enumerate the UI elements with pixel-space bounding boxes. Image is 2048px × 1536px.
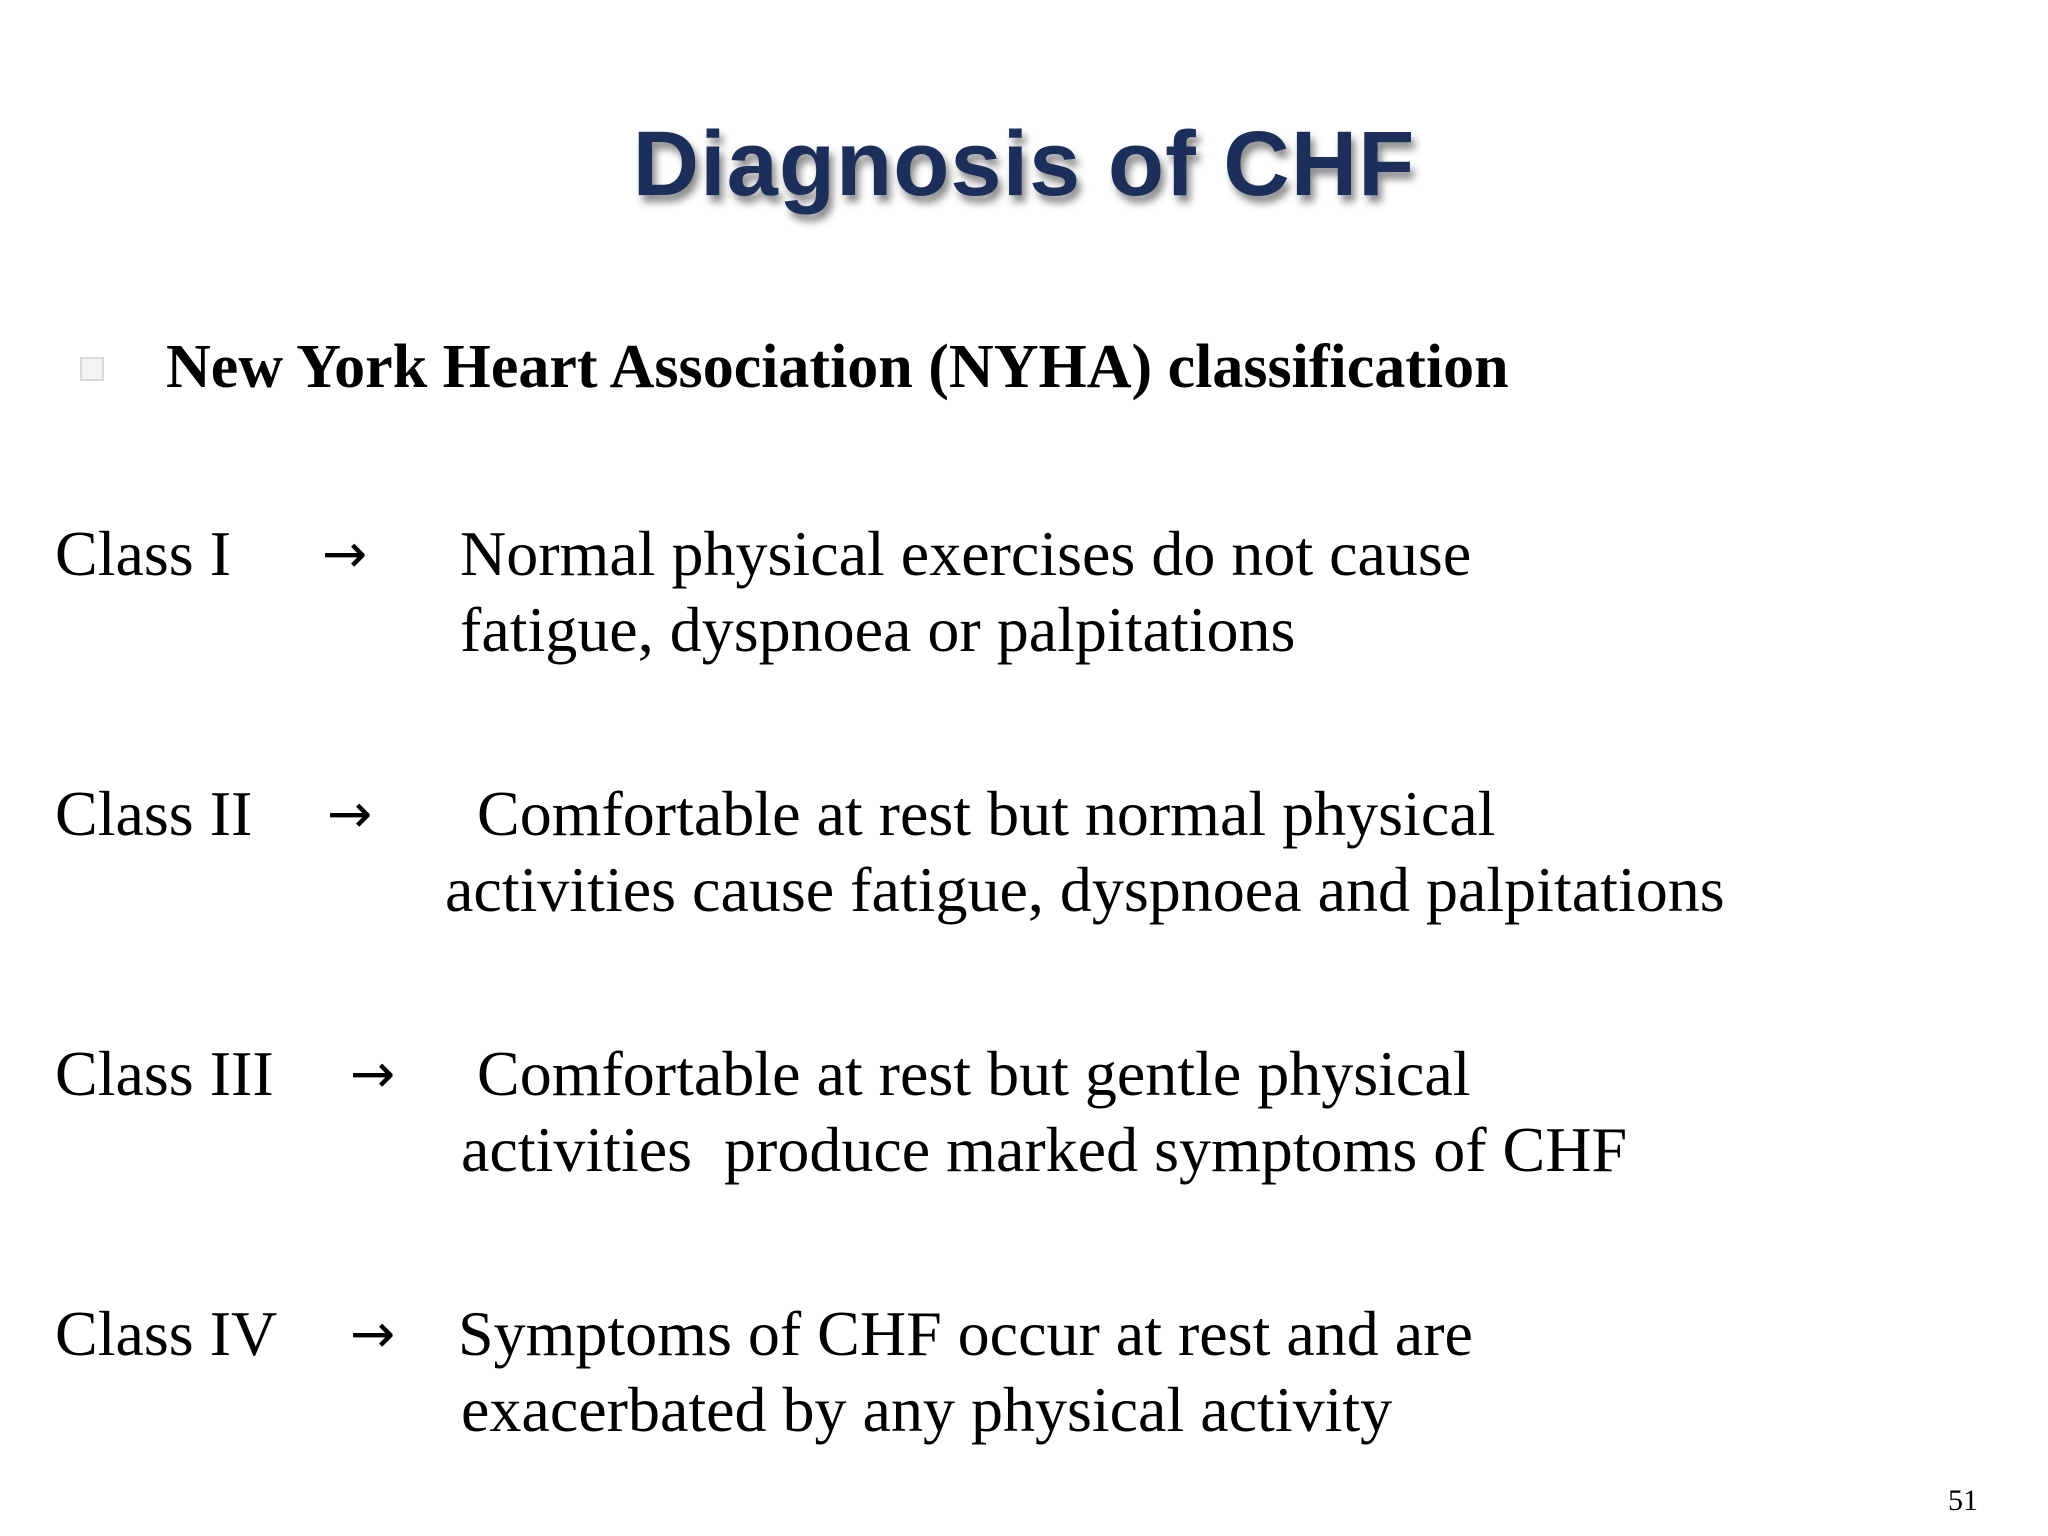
class-description-line-1: Symptoms of CHF occur at rest and are: [458, 1298, 1473, 1369]
subheading-text: New York Heart Association (NYHA) classification: [166, 333, 1509, 401]
class-description-line-1: Normal physical exercises do not cause: [460, 518, 1472, 589]
class-label: Class II: [55, 778, 253, 849]
class-description-line-1: Comfortable at rest but normal physical: [477, 778, 1496, 849]
class-label: Class I: [55, 518, 231, 589]
class-label: Class IV: [55, 1298, 278, 1369]
page-number: 51: [1948, 1484, 1978, 1517]
arrow-right-icon: →: [350, 1302, 396, 1365]
arrow-right-icon: →: [327, 782, 373, 845]
arrow-right-icon: →: [350, 1042, 396, 1105]
slide-title: Diagnosis of CHF: [632, 113, 1416, 215]
class-description-line-2: activities cause fatigue, dyspnoea and palpitations: [445, 854, 1725, 925]
class-description-line-2: exacerbated by any physical activity: [461, 1374, 1393, 1445]
arrow-right-icon: →: [322, 522, 368, 585]
class-description-line-1: Comfortable at rest but gentle physical: [477, 1038, 1471, 1109]
class-description-line-2: activities produce marked symptoms of CHF: [461, 1114, 1628, 1185]
checkbox-bullet-icon: [80, 357, 104, 381]
subheading: [80, 333, 1509, 401]
class-description-line-2: fatigue, dyspnoea or palpitations: [460, 594, 1296, 665]
class-label: Class III: [55, 1038, 274, 1109]
